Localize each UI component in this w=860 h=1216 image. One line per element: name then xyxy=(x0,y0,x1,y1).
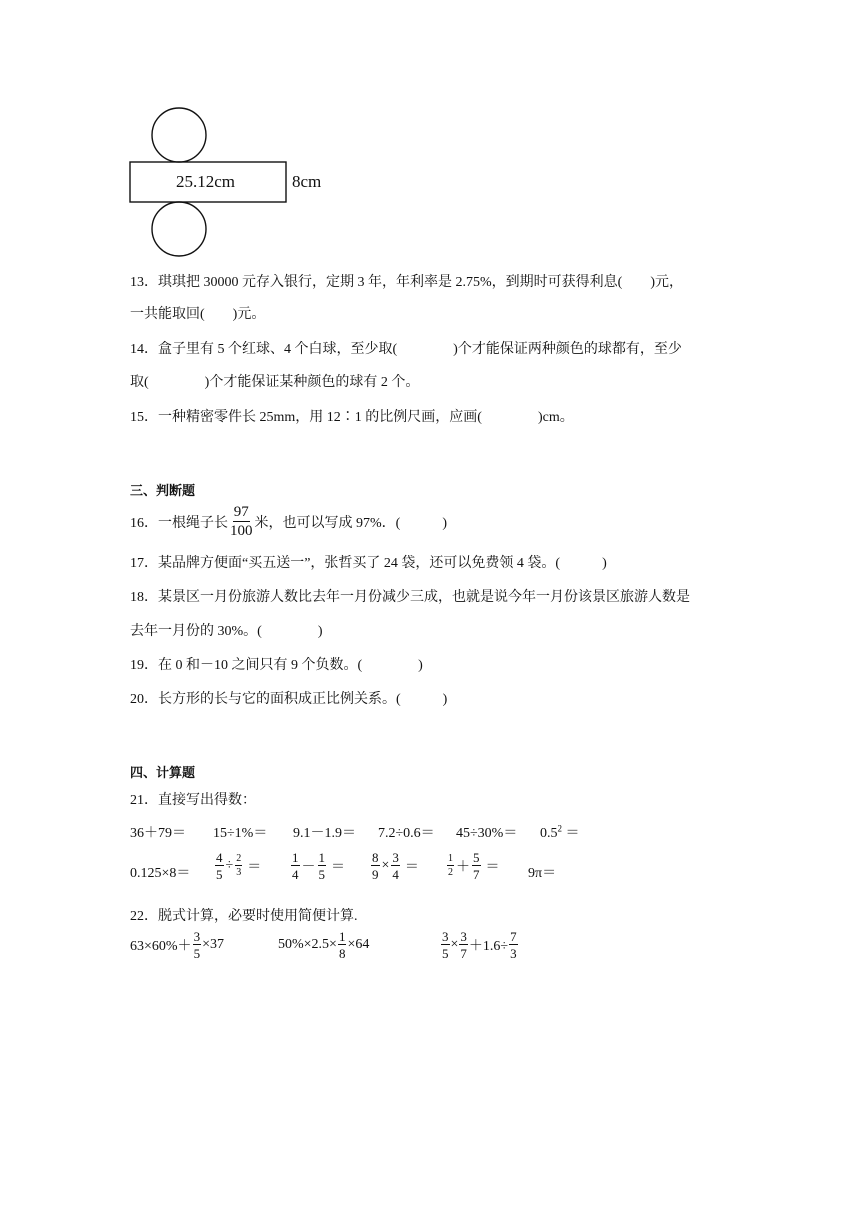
rectangle-length-label: 25.12cm xyxy=(176,172,236,191)
fraction xyxy=(318,851,327,881)
fraction-denominator: 100 xyxy=(230,523,253,539)
fraction-numerator: 2 xyxy=(236,853,242,864)
fraction-numerator: 5 xyxy=(473,850,480,865)
fraction-numerator: 3 xyxy=(460,929,467,944)
section-3-heading: 三、判断题 xyxy=(130,484,196,499)
expression-text: ×64 xyxy=(347,937,370,952)
fraction-numerator: 7 xyxy=(510,929,517,944)
fraction-numerator: 97 xyxy=(233,504,249,520)
calc-fraction-1 xyxy=(214,851,261,881)
fraction xyxy=(391,851,400,881)
calc-item: 36＋79＝ xyxy=(130,826,186,841)
power-base: 0.5 xyxy=(540,826,558,841)
question-21-title: 21．直接写出得数： xyxy=(130,793,256,808)
calc-item: 45÷30%＝ xyxy=(456,826,518,841)
question-14-line2: 取( )个才能保证某种颜色的球有 2 个。 xyxy=(130,375,420,390)
fraction-numerator: 1 xyxy=(318,850,325,865)
question-16-text-before: 16．一根绳子长 xyxy=(130,516,228,531)
calc-item: 15÷1%＝ xyxy=(213,826,268,841)
expression-1 xyxy=(130,930,224,960)
power-equals: ＝ xyxy=(562,826,580,841)
fraction-denominator: 8 xyxy=(338,946,346,961)
equals: ＝ xyxy=(247,860,262,875)
equals: ＝ xyxy=(404,860,419,875)
expression-text: ＋1.6÷ xyxy=(468,939,509,954)
question-19: 19．在 0 和－10 之间只有 9 个负数。( ) xyxy=(130,658,423,673)
fraction xyxy=(193,930,202,960)
fraction-numerator: 1 xyxy=(292,850,299,865)
fraction xyxy=(215,851,224,881)
expression-text: 63×60%＋ xyxy=(130,939,192,954)
question-15: 15．一种精密零件长 25mm，用 12∶1 的比例尺画，应画( )cm。 xyxy=(130,410,574,425)
fraction xyxy=(441,930,450,960)
fraction-denominator: 7 xyxy=(460,946,467,961)
operator: × xyxy=(450,937,459,952)
question-16-text-after: 米，也可以写成 97%．( ) xyxy=(254,516,447,531)
fraction-denominator: 5 xyxy=(216,867,223,882)
question-17: 17．某品牌方便面“买五送一”，张哲买了 24 袋，还可以免费领 4 袋。( ) xyxy=(130,556,607,571)
question-14-line1: 14．盒子里有 5 个红球、4 个白球，至少取( )个才能保证两种颜色的球都有，至少 xyxy=(130,342,682,357)
rectangle-width-label: 8cm xyxy=(292,172,322,191)
fraction xyxy=(447,854,454,878)
fraction-numerator: 3 xyxy=(442,929,449,944)
expression-text: ×37 xyxy=(202,937,224,952)
question-18-line2: 去年一月份的 30%。( ) xyxy=(130,624,323,639)
operator: ＋ xyxy=(456,860,470,875)
fraction-denominator: 5 xyxy=(442,946,449,961)
question-20: 20．长方形的长与它的面积成正比例关系。( ) xyxy=(130,692,448,707)
equals: ＝ xyxy=(485,860,500,875)
section-4-heading: 四、计算题 xyxy=(130,766,196,781)
calc-item: 7.2÷0.6＝ xyxy=(378,826,435,841)
question-13-line1: 13．琪琪把 30000 元存入银行，定期 3 年，年利率是 2.75%，到期时可获得利息( )元， xyxy=(130,275,683,290)
calc-item-power xyxy=(540,822,580,842)
expression-2 xyxy=(278,930,369,960)
fraction-numerator: 3 xyxy=(193,929,201,944)
question-18-line1: 18．某景区一月份旅游人数比去年一月份减少三成，也就是说今年一月份该景区旅游人数是 xyxy=(130,590,690,605)
fraction-numerator: 1 xyxy=(448,853,453,864)
fraction xyxy=(472,851,481,881)
question-16 xyxy=(130,505,447,539)
operator: ÷ xyxy=(225,858,234,873)
calc-item: 0.125×8＝ xyxy=(130,866,191,881)
fraction-numerator: 4 xyxy=(216,850,223,865)
fraction-denominator: 3 xyxy=(236,867,242,878)
fraction xyxy=(371,851,380,881)
calc-item: 9.1－1.9＝ xyxy=(293,826,356,841)
calc-item: 9π＝ xyxy=(528,866,557,881)
operator: － xyxy=(301,860,316,875)
expression-3 xyxy=(440,930,519,960)
power-exponent: 2 xyxy=(557,823,562,834)
equals: ＝ xyxy=(331,860,345,875)
fraction xyxy=(235,854,242,878)
fraction-numerator: 1 xyxy=(338,929,346,944)
fraction-numerator: 3 xyxy=(392,850,399,865)
operator: × xyxy=(381,858,390,873)
calc-fraction-3 xyxy=(370,851,419,881)
question-16-fraction xyxy=(229,505,254,539)
fraction-denominator: 4 xyxy=(292,867,299,882)
fraction-numerator: 8 xyxy=(372,850,379,865)
expression-text: 50%×2.5× xyxy=(278,937,337,952)
question-13-line2: 一共能取回( )元。 xyxy=(130,307,266,322)
question-22-title: 22．脱式计算，必要时使用简便计算. xyxy=(130,909,358,924)
fraction xyxy=(459,930,468,960)
fraction-denominator: 9 xyxy=(372,867,379,882)
fraction-denominator: 5 xyxy=(193,946,201,961)
top-circle xyxy=(152,108,206,162)
fraction-denominator: 2 xyxy=(448,867,453,878)
fraction-denominator: 4 xyxy=(392,867,399,882)
fraction xyxy=(338,930,347,960)
calc-fraction-4 xyxy=(446,851,500,881)
fraction xyxy=(509,930,518,960)
calc-fraction-2 xyxy=(290,851,345,881)
fraction-denominator: 3 xyxy=(510,946,517,961)
fraction xyxy=(291,851,300,881)
bottom-circle xyxy=(152,202,206,256)
fraction-denominator: 7 xyxy=(473,867,480,882)
fraction-denominator: 5 xyxy=(318,867,325,882)
